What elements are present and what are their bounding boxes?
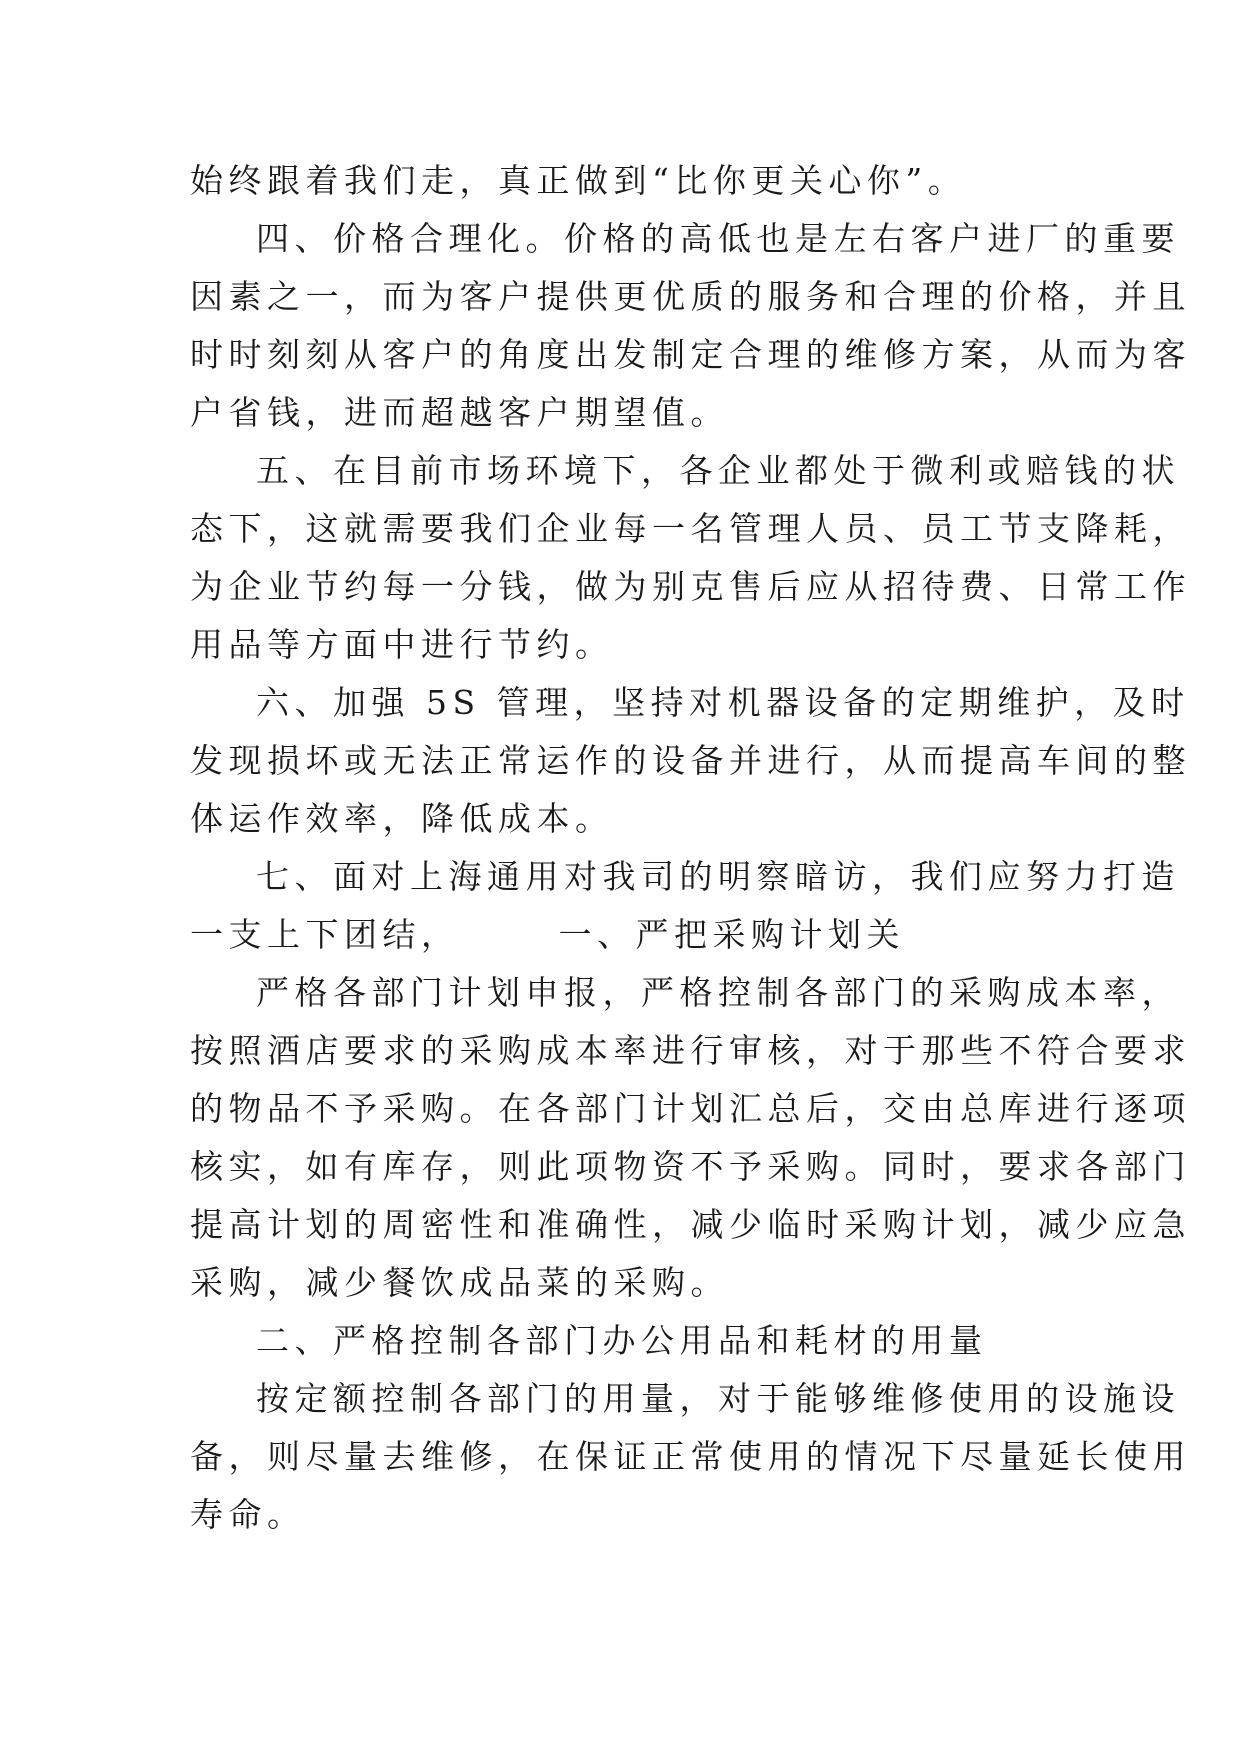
text-line: 发现损坏或无法正常运作的设备并进行，从而提高车间的整	[190, 741, 1191, 780]
text-line: 按照酒店要求的采购成本率进行审核，对于那些不符合要求	[190, 1031, 1191, 1070]
text-line: 时时刻刻从客户的角度出发制定合理的维修方案，从而为客	[190, 335, 1191, 374]
text-line: 按定额控制各部门的用量，对于能够维修使用的设施设	[256, 1379, 1180, 1418]
text-line: 态下，这就需要我们企业每一名管理人员、员工节支降耗，	[190, 509, 1191, 548]
text-line: 四、价格合理化。价格的高低也是左右客户进厂的重要	[256, 219, 1180, 258]
text-line: 七、面对上海通用对我司的明察暗访，我们应努力打造	[256, 857, 1180, 896]
text-line: 核实，如有库存，则此项物资不予采购。同时，要求各部门	[190, 1147, 1191, 1186]
text-line: 始终跟着我们走，真正做到“比你更关心你”。	[190, 161, 967, 200]
text-line: 采购，减少餐饮成品菜的采购。	[190, 1263, 729, 1302]
text-line: 备，则尽量去维修，在保证正常使用的情况下尽量延长使用	[190, 1437, 1191, 1476]
text-line: 的物品不予采购。在各部门计划汇总后，交由总库进行逐项	[190, 1089, 1191, 1128]
text-line: 户省钱，进而超越客户期望值。	[190, 393, 729, 432]
text-line: 一支上下团结， 一、严把采购计划关	[190, 915, 905, 954]
text-line: 体运作效率，降低成本。	[190, 799, 614, 838]
text-line: 二、严格控制各部门办公用品和耗材的用量	[256, 1321, 988, 1360]
text-line: 提高计划的周密性和准确性，减少临时采购计划，减少应急	[190, 1205, 1191, 1244]
text-line: 严格各部门计划申报，严格控制各部门的采购成本率，	[256, 973, 1180, 1012]
text-line: 用品等方面中进行节约。	[190, 625, 614, 664]
text-line: 六、加强 5S 管理，坚持对机器设备的定期维护，及时	[256, 683, 1190, 722]
text-line: 为企业节约每一分钱，做为别克售后应从招待费、日常工作	[190, 567, 1191, 606]
text-line: 五、在目前市场环境下，各企业都处于微利或赔钱的状	[256, 451, 1180, 490]
text-line: 因素之一，而为客户提供更优质的服务和合理的价格，并且	[190, 277, 1191, 316]
text-line: 寿命。	[190, 1495, 306, 1534]
